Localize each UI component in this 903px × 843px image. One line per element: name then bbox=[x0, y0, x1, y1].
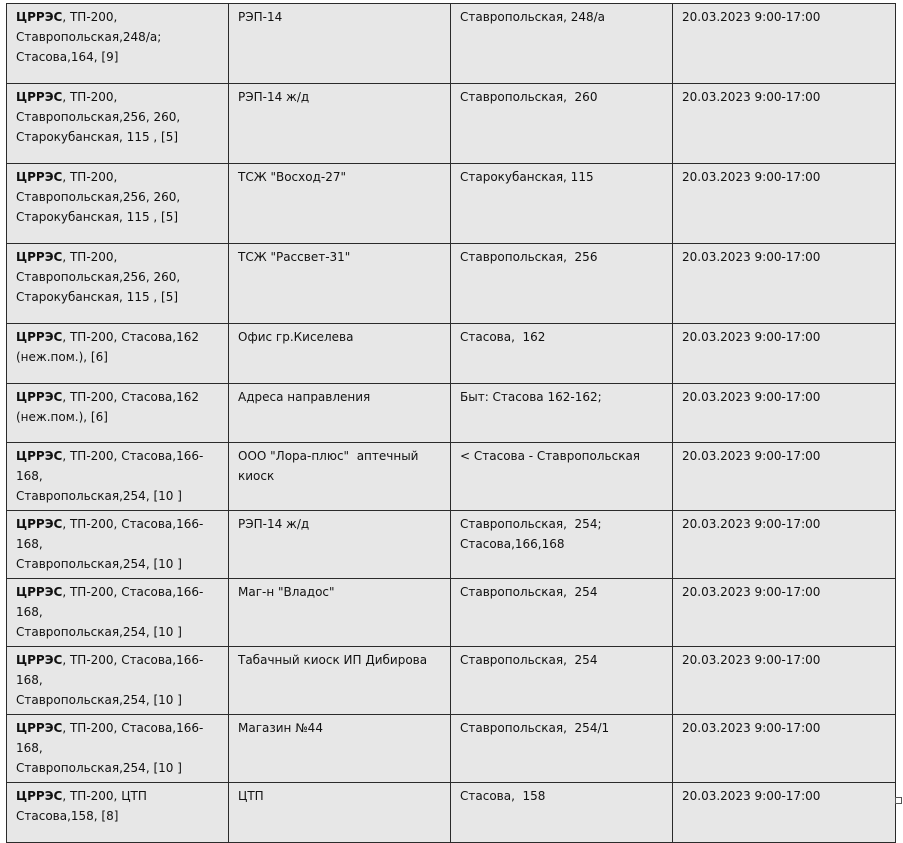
table-row bbox=[7, 324, 896, 384]
time-text: 20.03.2023 9:00-17:00 bbox=[682, 170, 821, 184]
org-name: ЦРРЭС bbox=[16, 449, 63, 463]
table-row bbox=[7, 511, 896, 579]
consumer-text: РЭП-14 ж/д bbox=[238, 90, 310, 104]
address-cell[interactable] bbox=[451, 384, 673, 443]
consumer-text: РЭП-14 ж/д bbox=[238, 517, 310, 531]
org-name: ЦРРЭС bbox=[16, 721, 63, 735]
table-row bbox=[7, 443, 896, 511]
address-text: Ставропольская, 254/1 bbox=[460, 721, 610, 735]
location-text: , ТП-200, Стасова,166-168, Ставропольская,254, [10 ] bbox=[16, 653, 204, 707]
address-text: Быт: Стасова 162-162; bbox=[460, 390, 602, 404]
time-cell[interactable] bbox=[673, 647, 896, 715]
table-row bbox=[7, 579, 896, 647]
time-text: 20.03.2023 9:00-17:00 bbox=[682, 10, 821, 24]
org-name: ЦРРЭС bbox=[16, 517, 63, 531]
address-cell[interactable] bbox=[451, 647, 673, 715]
location-cell[interactable] bbox=[7, 164, 229, 244]
location-cell[interactable] bbox=[7, 715, 229, 783]
location-cell[interactable] bbox=[7, 647, 229, 715]
consumer-cell[interactable] bbox=[229, 715, 451, 783]
address-cell[interactable] bbox=[451, 579, 673, 647]
consumer-cell[interactable] bbox=[229, 4, 451, 84]
address-cell[interactable] bbox=[451, 715, 673, 783]
consumer-cell[interactable] bbox=[229, 511, 451, 579]
table-resize-handle[interactable] bbox=[895, 797, 902, 804]
location-cell[interactable] bbox=[7, 84, 229, 164]
consumer-cell[interactable] bbox=[229, 84, 451, 164]
org-name: ЦРРЭС bbox=[16, 585, 63, 599]
table-row bbox=[7, 715, 896, 783]
org-name: ЦРРЭС bbox=[16, 789, 63, 803]
org-name: ЦРРЭС bbox=[16, 90, 63, 104]
consumer-cell[interactable] bbox=[229, 783, 451, 843]
address-text: Старокубанская, 115 bbox=[460, 170, 594, 184]
location-cell[interactable] bbox=[7, 244, 229, 324]
table-row bbox=[7, 244, 896, 324]
time-cell[interactable] bbox=[673, 579, 896, 647]
time-text: 20.03.2023 9:00-17:00 bbox=[682, 517, 821, 531]
consumer-cell[interactable] bbox=[229, 647, 451, 715]
table-row bbox=[7, 647, 896, 715]
address-text: Ставропольская, 248/а bbox=[460, 10, 606, 24]
time-text: 20.03.2023 9:00-17:00 bbox=[682, 90, 821, 104]
address-cell[interactable] bbox=[451, 244, 673, 324]
time-text: 20.03.2023 9:00-17:00 bbox=[682, 250, 821, 264]
location-cell[interactable] bbox=[7, 579, 229, 647]
table-row bbox=[7, 164, 896, 244]
time-cell[interactable] bbox=[673, 384, 896, 443]
location-text: , ТП-200, Ставропольская,248/а; Стасова,164, [9] bbox=[16, 10, 162, 64]
location-cell[interactable] bbox=[7, 511, 229, 579]
location-text: , ТП-200, Стасова,166-168, Ставропольская,254, [10 ] bbox=[16, 721, 204, 775]
consumer-text: Маг-н "Владос" bbox=[238, 585, 335, 599]
consumer-cell[interactable] bbox=[229, 244, 451, 324]
consumer-text: ТСЖ "Восход-27" bbox=[238, 170, 346, 184]
org-name: ЦРРЭС bbox=[16, 250, 63, 264]
table-row bbox=[7, 384, 896, 443]
time-text: 20.03.2023 9:00-17:00 bbox=[682, 449, 821, 463]
location-text: , ТП-200, Стасова,162 (неж.пом.), [6] bbox=[16, 390, 199, 424]
location-text: , ТП-200, Стасова,166-168, Ставропольская,254, [10 ] bbox=[16, 449, 204, 503]
time-cell[interactable] bbox=[673, 4, 896, 84]
address-text: < Стасова - Ставропольская bbox=[460, 449, 641, 463]
address-cell[interactable] bbox=[451, 84, 673, 164]
time-cell[interactable] bbox=[673, 715, 896, 783]
consumer-text: Табачный киоск ИП Дибирова bbox=[238, 653, 428, 667]
org-name: ЦРРЭС bbox=[16, 330, 63, 344]
location-text: , ТП-200, ЦТП Стасова,158, [8] bbox=[16, 789, 147, 823]
consumer-text: Магазин №44 bbox=[238, 721, 323, 735]
org-name: ЦРРЭС bbox=[16, 10, 63, 24]
time-text: 20.03.2023 9:00-17:00 bbox=[682, 390, 821, 404]
org-name: ЦРРЭС bbox=[16, 653, 63, 667]
location-text: , ТП-200, Ставропольская,256, 260, Старокубанская, 115 , [5] bbox=[16, 250, 181, 304]
consumer-cell[interactable] bbox=[229, 324, 451, 384]
time-cell[interactable] bbox=[673, 511, 896, 579]
time-text: 20.03.2023 9:00-17:00 bbox=[682, 585, 821, 599]
consumer-text: ЦТП bbox=[238, 789, 264, 803]
location-cell[interactable] bbox=[7, 783, 229, 843]
address-text: Ставропольская, 254 bbox=[460, 585, 598, 599]
time-text: 20.03.2023 9:00-17:00 bbox=[682, 789, 821, 803]
location-text: , ТП-200, Стасова,162 (неж.пом.), [6] bbox=[16, 330, 199, 364]
consumer-text: РЭП-14 bbox=[238, 10, 283, 24]
consumer-cell[interactable] bbox=[229, 164, 451, 244]
location-cell[interactable] bbox=[7, 443, 229, 511]
org-name: ЦРРЭС bbox=[16, 390, 63, 404]
address-cell[interactable] bbox=[451, 511, 673, 579]
time-cell[interactable] bbox=[673, 244, 896, 324]
outage-table bbox=[6, 3, 896, 843]
time-text: 20.03.2023 9:00-17:00 bbox=[682, 721, 821, 735]
consumer-text: ООО "Лора-плюс" аптечный киоск bbox=[238, 449, 419, 483]
address-text: Ставропольская, 260 bbox=[460, 90, 598, 104]
time-cell[interactable] bbox=[673, 783, 896, 843]
time-text: 20.03.2023 9:00-17:00 bbox=[682, 330, 821, 344]
address-text: Стасова, 162 bbox=[460, 330, 546, 344]
location-text: , ТП-200, Ставропольская,256, 260, Старокубанская, 115 , [5] bbox=[16, 90, 181, 144]
consumer-cell[interactable] bbox=[229, 443, 451, 511]
address-cell[interactable] bbox=[451, 164, 673, 244]
consumer-cell[interactable] bbox=[229, 579, 451, 647]
table-row bbox=[7, 84, 896, 164]
address-cell[interactable] bbox=[451, 324, 673, 384]
address-text: Ставропольская, 254 bbox=[460, 653, 598, 667]
address-text: Ставропольская, 256 bbox=[460, 250, 598, 264]
address-cell[interactable] bbox=[451, 443, 673, 511]
org-name: ЦРРЭС bbox=[16, 170, 63, 184]
address-text: Ставропольская, 254; Стасова,166,168 bbox=[460, 517, 602, 551]
consumer-text: ТСЖ "Рассвет-31" bbox=[238, 250, 351, 264]
time-cell[interactable] bbox=[673, 324, 896, 384]
location-text: , ТП-200, Стасова,166-168, Ставропольская,254, [10 ] bbox=[16, 517, 204, 571]
location-text: , ТП-200, Ставропольская,256, 260, Старокубанская, 115 , [5] bbox=[16, 170, 181, 224]
table-row bbox=[7, 4, 896, 84]
time-cell[interactable] bbox=[673, 443, 896, 511]
time-cell[interactable] bbox=[673, 84, 896, 164]
consumer-text: Адреса направления bbox=[238, 390, 371, 404]
time-text: 20.03.2023 9:00-17:00 bbox=[682, 653, 821, 667]
location-text: , ТП-200, Стасова,166-168, Ставропольская,254, [10 ] bbox=[16, 585, 204, 639]
location-cell[interactable] bbox=[7, 4, 229, 84]
consumer-text: Офис гр.Киселева bbox=[238, 330, 354, 344]
consumer-cell[interactable] bbox=[229, 384, 451, 443]
location-cell[interactable] bbox=[7, 324, 229, 384]
table-row bbox=[7, 783, 896, 843]
address-cell[interactable] bbox=[451, 783, 673, 843]
address-text: Стасова, 158 bbox=[460, 789, 546, 803]
location-cell[interactable] bbox=[7, 384, 229, 443]
address-cell[interactable] bbox=[451, 4, 673, 84]
time-cell[interactable] bbox=[673, 164, 896, 244]
